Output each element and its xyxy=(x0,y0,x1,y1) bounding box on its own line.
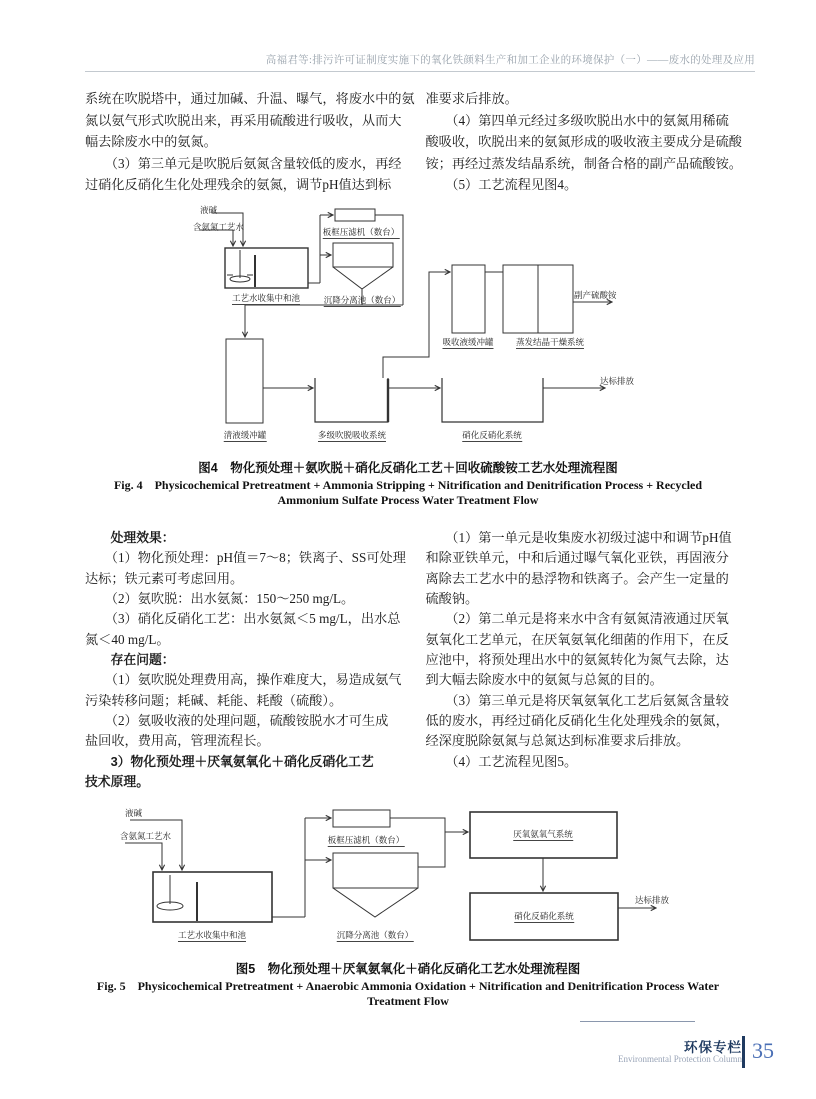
text-line: 污染转移问题；耗碱、耗能、耗酸（硫酸）。 xyxy=(85,692,343,708)
fig5-label-settle: 沉降分离池（数台） xyxy=(336,930,414,940)
fig5-label-tank: 工艺水收集中和池 xyxy=(177,930,247,940)
text-line: 准要求后排放。 xyxy=(425,91,518,106)
fig4-label-nitri: 硝化反硝化系统 xyxy=(462,430,522,440)
text-line: （3）硝化反硝化工艺：出水氨氮＜5 mg/L，出水总 xyxy=(85,611,401,627)
fig5-label-press: 板框压滤机（数台） xyxy=(327,835,405,845)
figure5-caption-en-line2: Treatment Flow xyxy=(367,994,449,1008)
text-line: 存在问题： xyxy=(85,652,175,668)
text-line: 技术原理。 xyxy=(85,774,149,790)
mid-text-block xyxy=(85,528,757,792)
text-line: （1）物化预处理：pH值＝7～8；铁离子、SS可处理 xyxy=(85,550,406,566)
top-right-column xyxy=(426,88,758,196)
text-line: 达标；铁元素可考虑回用。 xyxy=(85,570,244,586)
fig4-label-strip: 多级吹脱吸收系统 xyxy=(317,430,387,440)
fig4-label-clear: 清液缓冲罐 xyxy=(223,430,267,440)
fig4-label-settle: 沉降分离池（数台） xyxy=(323,295,401,305)
fig4-label-alkali: 液碱 xyxy=(200,205,218,215)
text-line: （2）氨吹脱：出水氨氮：150～250 mg/L。 xyxy=(85,591,355,607)
header-rule xyxy=(85,71,755,72)
fig5-label-anammox: 厌氧氨氧气系统 xyxy=(513,829,573,839)
text-line: 酸吸收，吹脱出来的氨氮形成的吸收液主要成分是硫酸 xyxy=(425,134,742,150)
text-line: 低的废水，再经过硝化反硝化生化处理残余的氨氮， xyxy=(425,713,729,729)
text-line: （2）氨吸收液的处理问题，硫酸铵脱水才可生成 xyxy=(85,713,389,729)
text-line: 幅去除废水中的氨氮。 xyxy=(85,134,217,150)
running-header: 高福君等:排污许可证制度实施下的氧化铁颜料生产和加工企业的环境保护（一）——废水的处理及应用 xyxy=(265,55,755,66)
text-line: （4）工艺流程见图5。 xyxy=(425,753,578,769)
text-line: （1）氨吹脱处理费用高，操作难度大，易造成氨气 xyxy=(85,672,402,688)
top-text-block xyxy=(85,88,757,196)
text-line: 过硝化反硝化生化处理残余的氨氮，调节pH值达到标 xyxy=(85,177,392,193)
figure4-caption-en-line1: Fig. 4 Physicochemical Pretreatment + Ammonia Stripping + Nitrification and Denitrification Process + Recycled xyxy=(113,478,703,492)
mid-right-column xyxy=(426,528,758,792)
text-line: （4）第四单元经过多级吹脱出水中的氨氮用稀硫 xyxy=(425,112,729,128)
fig5-label-alkali: 液碱 xyxy=(125,808,143,818)
text-line: 铵；再经过蒸发结晶系统，制备合格的副产品硫酸铵。 xyxy=(425,155,742,171)
figure4-linework xyxy=(100,205,680,455)
text-line: （5）工艺流程见图4。 xyxy=(425,177,578,193)
text-line: 经深度脱除氨氮与总氮达到标准要求后排放。 xyxy=(425,733,690,749)
figure4-diagram xyxy=(100,205,680,455)
text-line: 系统在吹脱塔中，通过加碱、升温、曝气，将废水中的氨 xyxy=(85,91,415,106)
text-line: 离除去工艺水中的悬浮物和铁离子。会产生一定量的 xyxy=(425,570,729,586)
text-line: 盐回收，费用高，管理流程长。 xyxy=(85,733,270,749)
text-line: 氨氧化工艺单元，在厌氧氨氧化细菌的作用下，在反 xyxy=(425,631,729,647)
fig4-label-press: 板框压滤机（数台） xyxy=(322,227,400,237)
text-line: 处理效果： xyxy=(85,530,175,545)
text-line: 到大幅去除废水中的氨氮与总氮的目的。 xyxy=(425,672,663,688)
fig4-label-discharge: 达标排放 xyxy=(600,376,635,386)
figure4-caption-en-line2: Ammonium Sulfate Process Water Treatment Flow xyxy=(277,493,539,507)
footer-divider-bar xyxy=(742,1036,745,1068)
figure5-caption-en-line1: Fig. 5 Physicochemical Pretreatment + Anaerobic Ammonia Oxidation + Nitrification and Denitrification Process Water xyxy=(96,979,720,993)
text-line: 硫酸钠。 xyxy=(425,591,479,607)
text-line: 应池中，将预处理出水中的氨氮转化为氮气去除，达 xyxy=(425,652,729,668)
text-line: 3）物化预处理＋厌氧氨氧化＋硝化反硝化工艺 xyxy=(85,753,374,769)
mid-left-column xyxy=(85,528,417,792)
text-line: （3）第三单元是吹脱后氨氮含量较低的废水，再经 xyxy=(85,155,402,171)
fig4-label-absorb: 吸收液缓冲罐 xyxy=(442,337,494,347)
fig4-label-byproduct: 副产硫酸铵 xyxy=(574,290,617,300)
fig4-label-evap: 蒸发结晶干燥系统 xyxy=(515,337,585,347)
text-line: （3）第三单元是将厌氧氨氧化工艺后氨氮含量较 xyxy=(425,692,729,708)
fig4-label-feed: 含氨氮工艺水 xyxy=(193,222,245,232)
footer-column-subtitle: Environmental Protection Column xyxy=(618,1054,742,1064)
figure4-caption-zh: 图4 物化预处理＋氨吹脱＋硝化反硝化工艺＋回收硫酸铵工艺水处理流程图 xyxy=(198,461,618,475)
page-number: 35 xyxy=(752,1038,774,1063)
fig5-label-nitri: 硝化反硝化系统 xyxy=(514,911,574,921)
figure5-diagram xyxy=(100,805,700,955)
text-line: （2）第二单元是将来水中含有氨氮清液通过厌氧 xyxy=(425,611,729,627)
text-line: （1）第一单元是收集废水初级过滤中和调节pH值 xyxy=(425,530,732,545)
fig5-label-feed: 含氨氮工艺水 xyxy=(120,831,172,841)
fig5-label-discharge: 达标排放 xyxy=(635,895,670,905)
footer-rule xyxy=(580,1021,695,1022)
footer-column-title: 环保专栏 xyxy=(684,1040,742,1055)
text-line: 氮＜40 mg/L。 xyxy=(85,631,170,647)
fig4-label-tank: 工艺水收集中和池 xyxy=(231,293,301,303)
figure5-caption-zh: 图5 物化预处理＋厌氧氨氧化＋硝化反硝化工艺水处理流程图 xyxy=(235,962,581,976)
top-left-column xyxy=(85,88,417,196)
text-line: 氮以氨气形式吹脱出来，再采用硫酸进行吸收，从而大 xyxy=(85,112,402,128)
text-line: 和除亚铁单元，中和后通过曝气氧化亚铁，再固液分 xyxy=(425,550,729,566)
